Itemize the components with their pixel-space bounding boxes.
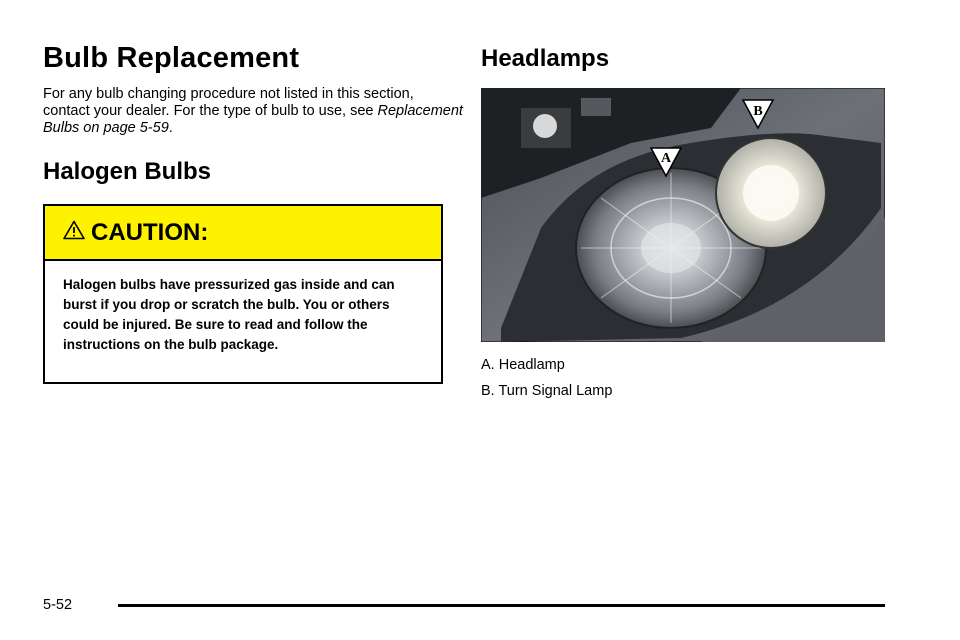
marker-a-label: A xyxy=(660,151,672,166)
caution-header xyxy=(45,206,441,261)
headlamp-photo xyxy=(481,88,885,342)
caution-text: Halogen bulbs have pressurized gas inside and can burst if you drop or scratch the bulb. You or others could be injured. Be sure to read and follow the instructions on the bulb package. xyxy=(63,277,395,352)
warning-triangle-icon xyxy=(63,220,85,240)
bulb-reference-link[interactable]: Replacement Bulbs on page 5-59 xyxy=(43,103,463,136)
caution-box xyxy=(43,204,443,384)
intro-end: . xyxy=(168,120,173,136)
headlamps-heading: Headlamps xyxy=(481,45,610,72)
caution-label: CAUTION: xyxy=(91,218,209,246)
page-title: Bulb Replacement xyxy=(43,42,300,74)
caption-headlamp: A. Headlamp xyxy=(481,357,565,373)
halogen-heading: Halogen Bulbs xyxy=(43,158,212,185)
intro-text: For any bulb changing procedure not listed in this section, contact your dealer. For the type of bulb to use, see xyxy=(43,86,414,119)
caption-turn-signal: B. Turn Signal Lamp xyxy=(481,383,613,399)
caption-list xyxy=(481,354,612,406)
marker-b-label: B xyxy=(753,104,763,119)
page-number: 5-52 xyxy=(43,597,73,613)
footer-rule xyxy=(118,604,885,607)
intro-paragraph xyxy=(43,86,463,137)
